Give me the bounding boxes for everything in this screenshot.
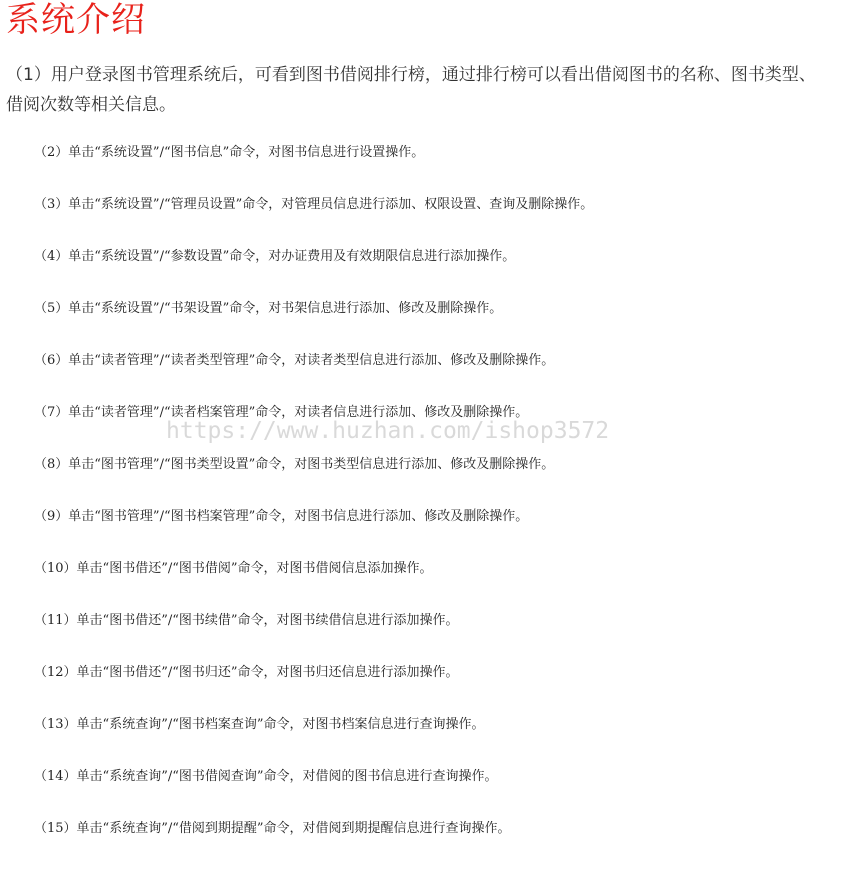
list-item: （14）单击“系统查询”/“图书借阅查询”命令，对借阅的图书信息进行查询操作。 <box>34 769 498 784</box>
watermark-text: https://www.huzhan.com/ishop3572 <box>166 418 610 444</box>
list-item: （3）单击“系统设置”/“管理员设置”命令，对管理员信息进行添加、权限设置、查询及删除操作。 <box>34 197 594 212</box>
list-item: （9）单击“图书管理”/“图书档案管理”命令，对图书信息进行添加、修改及删除操作。 <box>34 509 529 524</box>
list-item: （2）单击“系统设置”/“图书信息”命令，对图书信息进行设置操作。 <box>34 145 425 160</box>
list-item: （7）单击“读者管理”/“读者档案管理”命令，对读者信息进行添加、修改及删除操作。 <box>34 405 529 420</box>
list-item: （13）单击“系统查询”/“图书档案查询”命令，对图书档案信息进行查询操作。 <box>34 717 485 732</box>
intro-paragraph: （1）用户登录图书管理系统后，可看到图书借阅排行榜，通过排行榜可以看出借阅图书的名称、图书类型、借阅次数等相关信息。 <box>6 65 816 115</box>
list-item: （6）单击“读者管理”/“读者类型管理”命令，对读者类型信息进行添加、修改及删除操作。 <box>34 353 555 368</box>
list-item: （15）单击“系统查询”/“借阅到期提醒”命令，对借阅到期提醒信息进行查询操作。 <box>34 821 511 836</box>
feature-list <box>34 141 834 869</box>
list-item: （11）单击“图书借还”/“图书续借”命令，对图书续借信息进行添加操作。 <box>34 613 459 628</box>
list-item: （8）单击“图书管理”/“图书类型设置”命令，对图书类型信息进行添加、修改及删除操作。 <box>34 457 555 472</box>
list-item: （4）单击“系统设置”/“参数设置”命令，对办证费用及有效期限信息进行添加操作。 <box>34 249 516 264</box>
list-item: （5）单击“系统设置”/“书架设置”命令，对书架信息进行添加、修改及删除操作。 <box>34 301 503 316</box>
list-item: （10）单击“图书借还”/“图书借阅”命令，对图书借阅信息添加操作。 <box>34 561 433 576</box>
page-title: 系统介绍 <box>6 0 146 40</box>
list-item: （12）单击“图书借还”/“图书归还”命令，对图书归还信息进行添加操作。 <box>34 665 459 680</box>
